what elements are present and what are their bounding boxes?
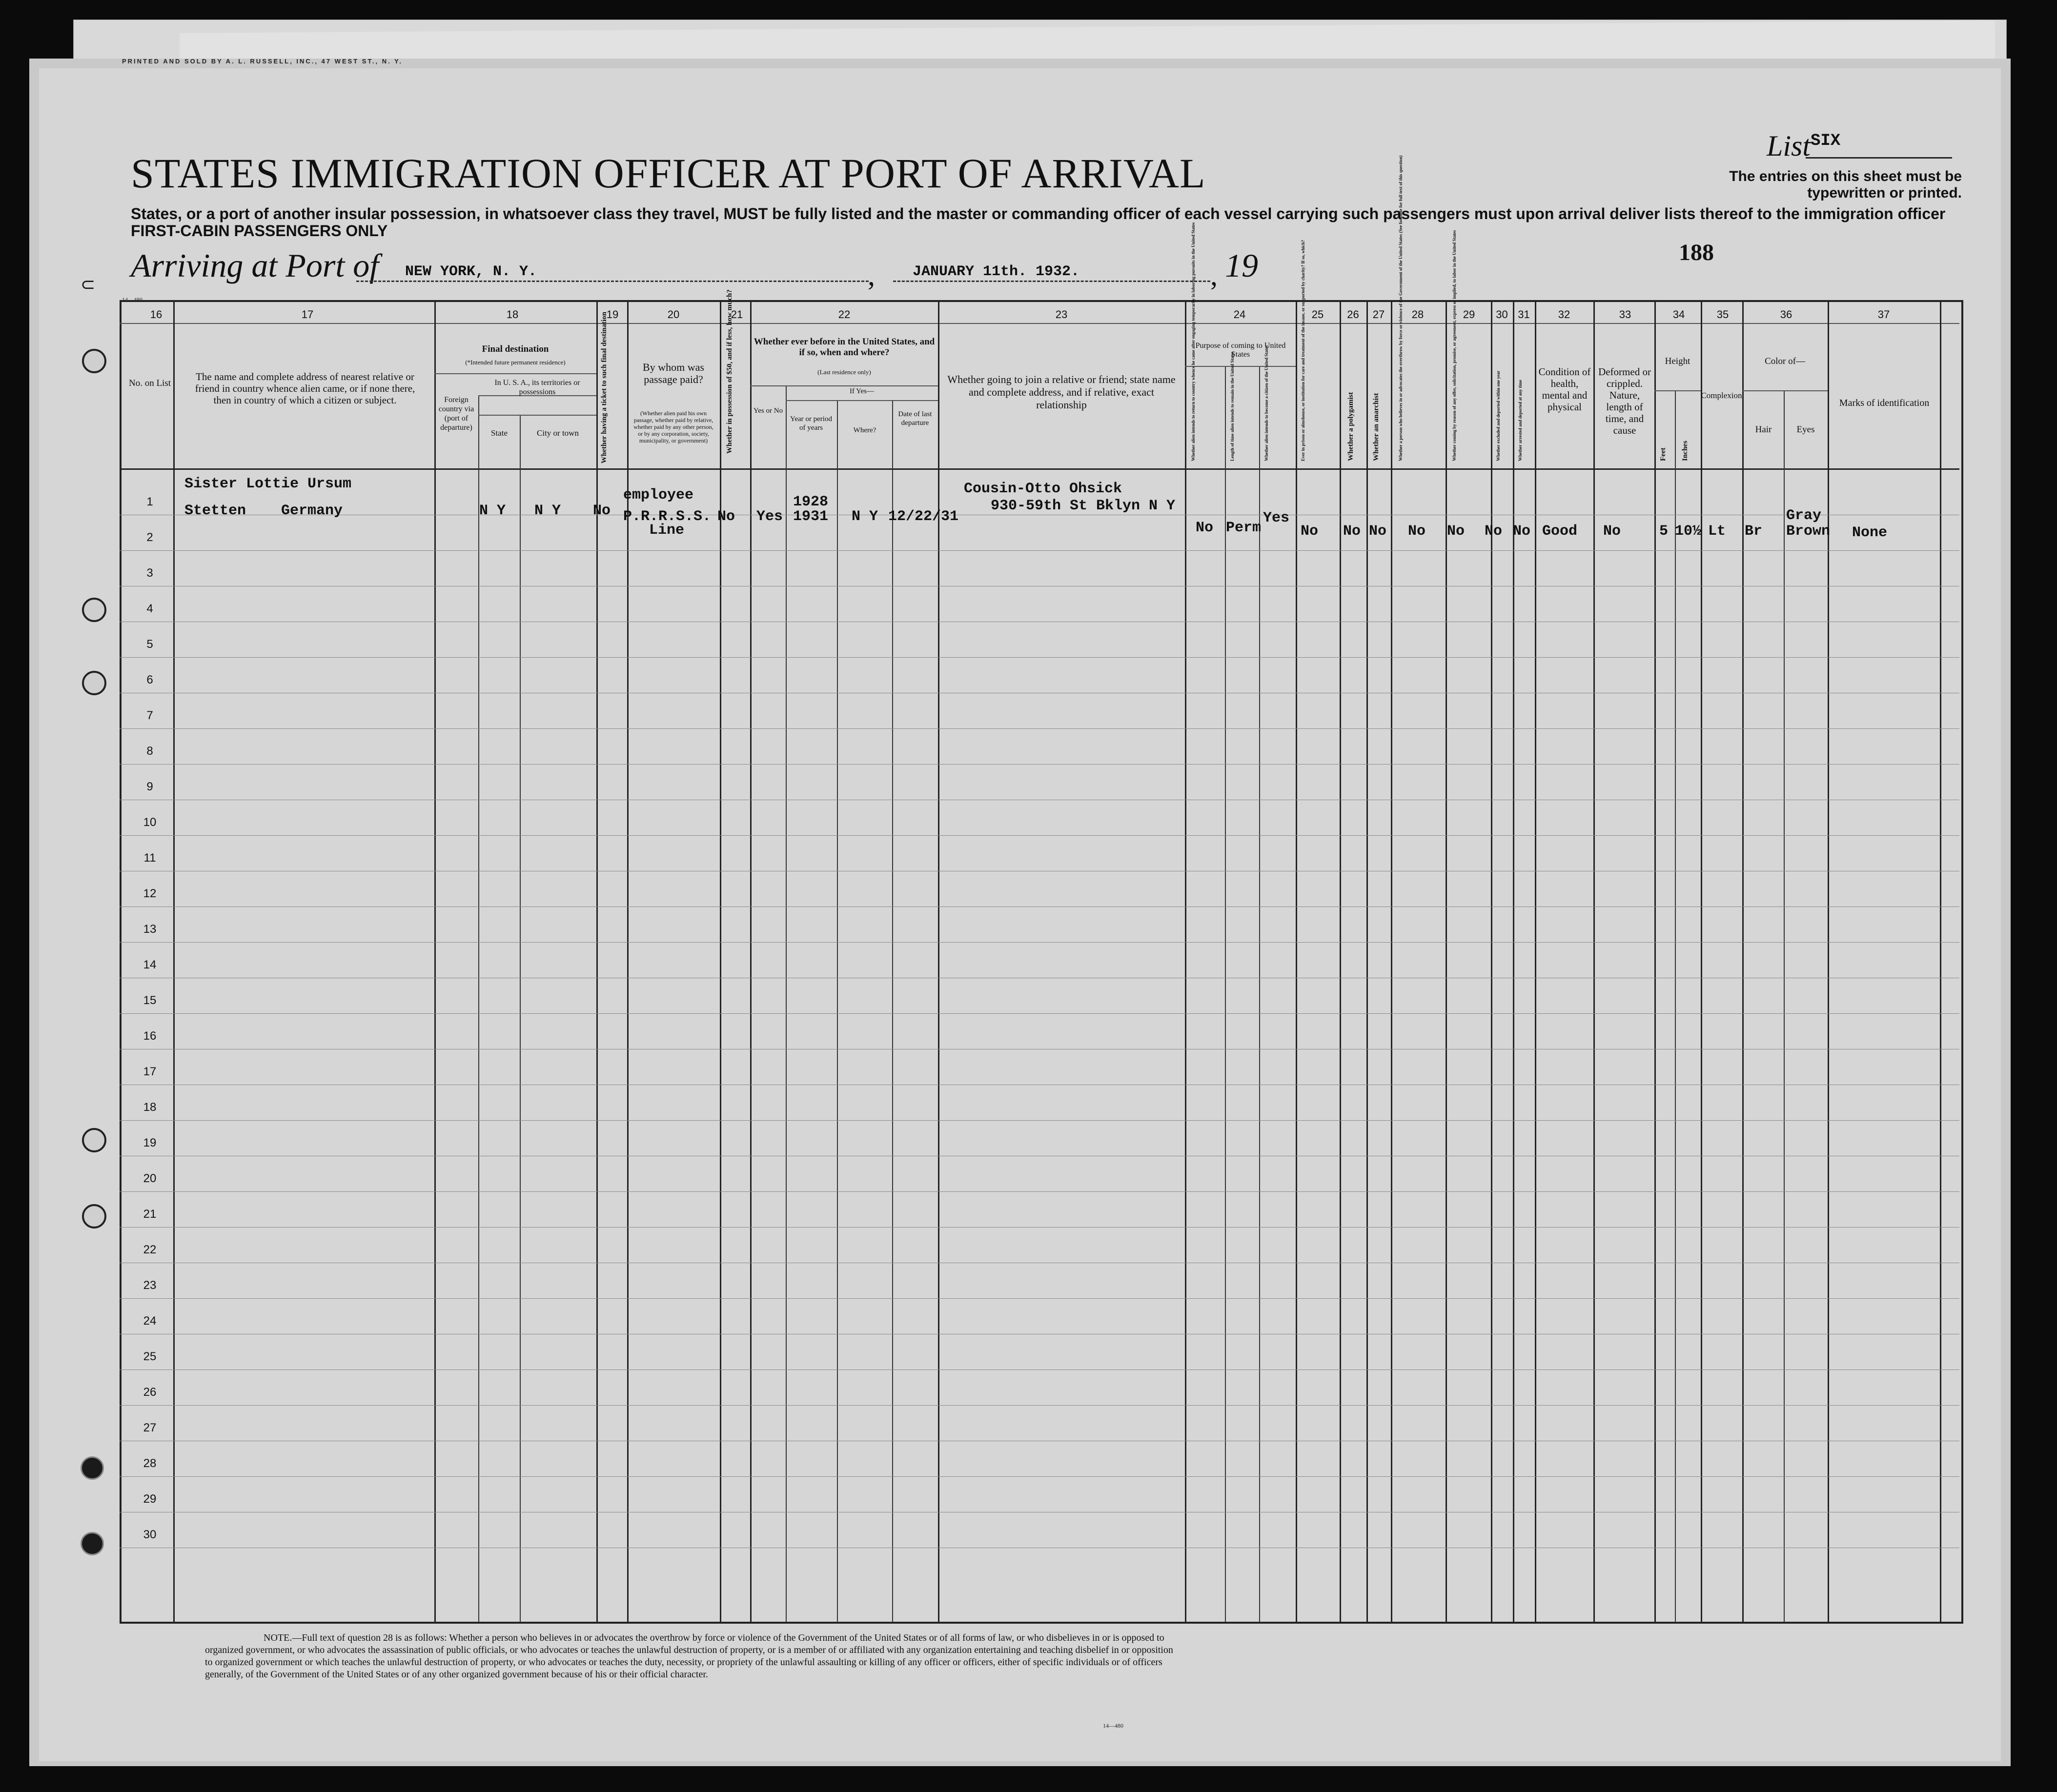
col-divider <box>1491 300 1492 1622</box>
col-divider <box>1701 300 1702 1622</box>
separator: , <box>1210 259 1218 291</box>
header-purpose-length: Length of time alien intends to remain in the United States <box>1230 351 1235 461</box>
entry-possession: No <box>717 508 735 525</box>
row-number: 19 <box>143 1136 157 1149</box>
row-number: 23 <box>143 1279 157 1292</box>
row-rule <box>120 1298 1959 1299</box>
col-number: 17 <box>301 308 314 321</box>
header-q31: Whether arrested and deported at any time <box>1518 380 1523 461</box>
footnote-code: 14—480 <box>1103 1722 1123 1729</box>
entry-year-1: 1928 <box>793 494 829 510</box>
header-marks: Marks of identification <box>1839 398 1930 408</box>
row-number: 17 <box>143 1065 157 1078</box>
col-divider <box>938 300 939 1622</box>
subheader-rule <box>1742 390 1828 391</box>
row-number: 3 <box>146 566 153 580</box>
entry-paid-by-company: P.R.R.S.S. <box>623 508 712 525</box>
header-purpose-citizen: Whether alien intends to become a citizen of the United States <box>1264 345 1269 461</box>
entry-state: N Y <box>479 503 506 519</box>
row-rule <box>120 657 1959 658</box>
header-last-departure: Date of last departure <box>898 410 932 427</box>
header-bottom-rule <box>120 468 1959 470</box>
row-number: 8 <box>146 745 153 758</box>
header-hair: Hair <box>1755 424 1772 435</box>
header-state: State <box>491 428 508 438</box>
header-purpose: Purpose of coming to United States <box>1195 342 1286 359</box>
row-rule <box>120 764 1959 765</box>
col-number: 36 <box>1780 308 1792 321</box>
printer-imprint: PRINTED AND SOLD BY A. L. RUSSELL, INC., 47 WEST ST., N. Y. <box>122 58 403 65</box>
col-divider <box>1535 300 1536 1622</box>
row-number: 16 <box>143 1029 157 1043</box>
entry-ticket: No <box>593 503 611 519</box>
col-number: 32 <box>1558 308 1570 321</box>
col-divider <box>1185 300 1186 1622</box>
col-number: 29 <box>1463 308 1475 321</box>
col-number: 24 <box>1233 308 1246 321</box>
row-rule <box>120 728 1959 729</box>
col-number: 35 <box>1716 308 1729 321</box>
entry-q28: No <box>1408 523 1426 540</box>
col-number: 28 <box>1411 308 1424 321</box>
col-divider <box>434 300 436 1622</box>
row-number: 10 <box>143 816 157 829</box>
page-title: STATES IMMIGRATION OFFICER AT PORT OF ARRIVAL <box>131 150 1206 197</box>
header-ever-before: Whether ever before in the United States, and if so, when and where? <box>754 337 935 358</box>
year-prefix: 19 <box>1225 247 1258 284</box>
col-number: 16 <box>150 308 163 321</box>
entry-inches: 10½ <box>1675 523 1702 540</box>
header-nearest-relative: The name and complete address of nearest relative or friend in country whence alien came, or if none there, then in country of which a citizen or subject. <box>195 371 415 406</box>
list-underline <box>1806 157 1952 159</box>
col-number: 34 <box>1672 308 1685 321</box>
entry-purpose-citizen: Yes <box>1263 510 1290 526</box>
entry-join-relative: Cousin-Otto Ohsick <box>964 481 1122 497</box>
row-number: 4 <box>146 602 153 615</box>
entry-relative-name: Sister Lottie Ursum <box>184 476 352 492</box>
subheader-rule <box>1185 366 1296 367</box>
row-rule <box>120 1120 1959 1121</box>
row-number: 20 <box>143 1172 157 1185</box>
row-number: 12 <box>143 887 157 900</box>
header-possession: Whether in possession of $50, and if less, how much? <box>726 289 733 454</box>
col-number: 20 <box>667 308 680 321</box>
col-number: 23 <box>1055 308 1068 321</box>
header-no-on-list: No. on List <box>128 378 171 388</box>
col-divider <box>1259 366 1260 1622</box>
header-height: Height <box>1665 356 1690 366</box>
col-divider <box>892 400 893 1622</box>
subheader-rule <box>478 415 596 416</box>
row-number: 24 <box>143 1314 157 1328</box>
entry-purpose-return: No <box>1196 520 1214 536</box>
col-divider <box>750 300 752 1622</box>
row-rule <box>120 835 1959 836</box>
header-yes-or-no: Yes or No <box>753 407 783 415</box>
entry-eyes-1: Gray <box>1786 507 1822 524</box>
row-number: 1 <box>146 495 153 508</box>
footnote: NOTE.—Full text of question 28 is as follows: Whether a person who believes in or advocates the overthrow by force or violence of the Government of the United States or of all forms of law, or who disbelieves in or is opposed to organized government, or who advocates the assassination of public officials, or who advocates or teaches the unlawful destruction of property, or is a member of or affiliated with any organization entertaining and teaching disbelief in or opposition to organized government or which teaches the unlawful destruction of property, or who advocates or teaches the duty, necessity, or propriety of the unlawful assaulting or killing of any officer or officers, either of specific individuals or of officers generally, of the Government of the United States or of any other organized government because of his or their official character. <box>205 1632 1173 1680</box>
header-inches: Inches <box>1681 441 1689 461</box>
col-divider <box>1593 300 1595 1622</box>
entry-year-2: 1931 <box>793 508 829 525</box>
entry-feet: 5 <box>1659 523 1669 540</box>
col-divider <box>1784 390 1785 1622</box>
col-number: 30 <box>1496 308 1508 321</box>
row-number: 25 <box>143 1350 157 1363</box>
binder-hole <box>82 349 106 373</box>
row-number: 7 <box>146 709 153 722</box>
header-where: Where? <box>853 426 876 434</box>
row-number: 26 <box>143 1386 157 1399</box>
row-number: 29 <box>143 1492 157 1506</box>
row-rule <box>120 1227 1959 1228</box>
arriving-label: Arriving at Port of <box>131 247 379 284</box>
entry-anarchist: No <box>1369 523 1387 540</box>
entry-q30: No <box>1485 523 1503 540</box>
entry-ever-before: Yes <box>756 508 783 525</box>
entry-q31: No <box>1513 523 1531 540</box>
col-divider <box>173 300 175 1622</box>
row-number: 2 <box>146 531 153 544</box>
binder-hole <box>81 1532 104 1555</box>
entries-note: The entries on this sheet must be typewritten or printed. <box>1729 168 1962 201</box>
row-number: 9 <box>146 780 153 793</box>
entry-complexion: Lt <box>1708 523 1726 540</box>
row-rule <box>120 550 1959 551</box>
row-number: 21 <box>143 1208 157 1221</box>
row-rule <box>120 1191 1959 1192</box>
row-number: 15 <box>143 994 157 1007</box>
list-label: List <box>1767 130 1811 162</box>
entry-where: N Y <box>852 508 878 525</box>
entry-city: N Y <box>534 503 561 519</box>
col-divider <box>786 385 787 1622</box>
header-last-residence: (Last residence only) <box>817 368 871 376</box>
header-by-whom: By whom was passage paid? <box>643 361 704 385</box>
binder-hole <box>82 671 106 695</box>
header-if-yes: If Yes— <box>849 387 874 395</box>
col-number: 26 <box>1347 308 1359 321</box>
header-q29: Whether coming by reason of any offer, solicitation, promise, or agreement, express or implied, to labor in the United States <box>1452 230 1457 461</box>
col-divider <box>1513 300 1514 1622</box>
entry-relative-place: Stetten Germany <box>184 503 343 519</box>
header-color-of: Color of— <box>1765 356 1805 366</box>
col-divider <box>1446 300 1447 1622</box>
col-divider <box>1366 300 1368 1622</box>
subheader-rule <box>786 400 938 401</box>
col-number: 37 <box>1877 308 1890 321</box>
col-divider <box>596 300 598 1622</box>
col-number: 18 <box>506 308 519 321</box>
arrival-date: JANUARY 11th. 1932. <box>913 263 1080 280</box>
subheader-rule <box>434 373 596 374</box>
binder-hole <box>81 1456 104 1480</box>
entry-hair: Br <box>1745 523 1763 540</box>
column-number-rule <box>120 323 1959 324</box>
entry-health: Good <box>1542 523 1578 540</box>
entry-q29: No <box>1447 523 1465 540</box>
binder-hole <box>82 598 106 622</box>
row-rule <box>120 942 1959 943</box>
col-number: 33 <box>1619 308 1631 321</box>
entry-purpose-length: Perm <box>1226 520 1262 536</box>
list-number: SIX <box>1811 132 1841 150</box>
row-number: 6 <box>146 673 153 686</box>
header-final-destination: Final destination <box>482 344 549 354</box>
binder-hole <box>82 1128 106 1152</box>
entry-polygamist: No <box>1343 523 1361 540</box>
row-number: 13 <box>143 923 157 936</box>
header-deformed: Deformed or crippled. Nature, length of time, and cause <box>1598 366 1651 436</box>
header-q30: Whether excluded and deported within one year <box>1496 370 1501 461</box>
row-rule <box>120 1013 1959 1014</box>
col-divider <box>1654 300 1656 1622</box>
header-city: City or town <box>537 428 579 438</box>
row-number: 27 <box>143 1421 157 1434</box>
col-number: 19 <box>606 308 619 321</box>
row-number: 11 <box>143 851 156 865</box>
separator: , <box>868 259 875 291</box>
col-divider <box>1940 300 1941 1622</box>
header-in-usa: In U. S. A., its territories or possessions <box>494 379 580 396</box>
header-join-relative: Whether going to join a relative or friend; state name and complete address, and if relative, exact relationship <box>947 373 1176 411</box>
header-foreign-country: Foreign country via (port of departure) <box>438 396 474 432</box>
col-divider <box>1296 300 1297 1622</box>
header-polygamist: Whether a polygamist <box>1347 392 1355 461</box>
listing-notice: States, or a port of another insular possession, in whatsoever class they travel, MUST be fully listed and the master or commanding officer of each vessel carrying such passengers must upon arrival deliver lists thereof to the immigration officer <box>131 205 1946 222</box>
col-divider <box>1391 300 1392 1622</box>
entry-join-address: 930-59th St Bklyn N Y <box>991 498 1176 514</box>
col-number: 31 <box>1518 308 1530 321</box>
entry-deformed: No <box>1603 523 1621 540</box>
entry-paid-by-line: Line <box>649 522 685 539</box>
entry-marks: None <box>1852 524 1888 541</box>
cabin-class: FIRST-CABIN PASSENGERS ONLY <box>131 222 388 240</box>
row-number: 18 <box>143 1101 157 1114</box>
col-number: 25 <box>1311 308 1324 321</box>
header-year-period: Year or period of years <box>790 415 832 432</box>
row-rule <box>120 1369 1959 1370</box>
row-rule <box>120 906 1959 907</box>
col-divider <box>1225 366 1226 1622</box>
paperclip-mark: ⊂ <box>81 275 96 294</box>
col-divider <box>1742 300 1744 1622</box>
col-number: 27 <box>1372 308 1385 321</box>
row-rule <box>120 1476 1959 1477</box>
col-divider <box>1828 300 1829 1622</box>
header-feet: Feet <box>1659 447 1667 461</box>
entry-eyes-2: Brown <box>1786 523 1831 540</box>
entry-prison: No <box>1301 523 1319 540</box>
subheader-rule <box>750 385 938 386</box>
entry-paid-by: employee <box>623 487 694 503</box>
header-ticket: Whether having a ticket to such final destination <box>600 312 608 463</box>
col-divider <box>478 395 479 1622</box>
port-line <box>356 281 869 282</box>
row-number: 14 <box>143 958 157 971</box>
col-number: 21 <box>731 308 743 321</box>
header-q28: Whether a person who believes in or advocates the overthrow by force or violence of the Government of the United States (See footnote for full text of this question) <box>1398 155 1403 461</box>
entry-last-departure: 12/22/31 <box>888 508 959 525</box>
page-number: 188 <box>1679 240 1714 265</box>
header-prison: Ever in prison or almshouse, or institution for care and treatment of the insane, or supported by charity? If so, which? <box>1301 240 1305 461</box>
row-number: 5 <box>146 638 153 651</box>
binder-hole <box>82 1204 106 1228</box>
row-number: 30 <box>143 1528 157 1541</box>
header-final-destination-note: (*Intended future permanent residence) <box>465 359 566 366</box>
subheader-rule <box>1654 390 1701 391</box>
date-line <box>893 281 1210 282</box>
header-complexion: Complexion <box>1701 391 1742 400</box>
col-divider <box>720 300 721 1622</box>
port-of-arrival: NEW YORK, N. Y. <box>405 263 537 280</box>
row-number: 22 <box>143 1243 157 1256</box>
col-divider <box>1340 300 1341 1622</box>
col-divider <box>837 400 838 1622</box>
col-divider <box>1675 390 1676 1622</box>
col-number: 22 <box>838 308 851 321</box>
form-code: 14—480 <box>122 296 143 303</box>
row-rule <box>120 1405 1959 1406</box>
header-purpose-return: Whether alien intends to return to country whence he came after engaging temporarily in laboring pursuits in the United States <box>1191 222 1196 461</box>
header-by-whom-note: (Whether alien paid his own passage, whether paid by relative, whether paid by any other person, or by any corporation, society, municipality, or government) <box>633 410 713 444</box>
header-anarchist: Whether an anarchist <box>1372 393 1380 461</box>
header-eyes: Eyes <box>1796 424 1815 435</box>
row-number: 28 <box>143 1457 157 1470</box>
header-health: Condition of health, mental and physical <box>1538 366 1591 413</box>
